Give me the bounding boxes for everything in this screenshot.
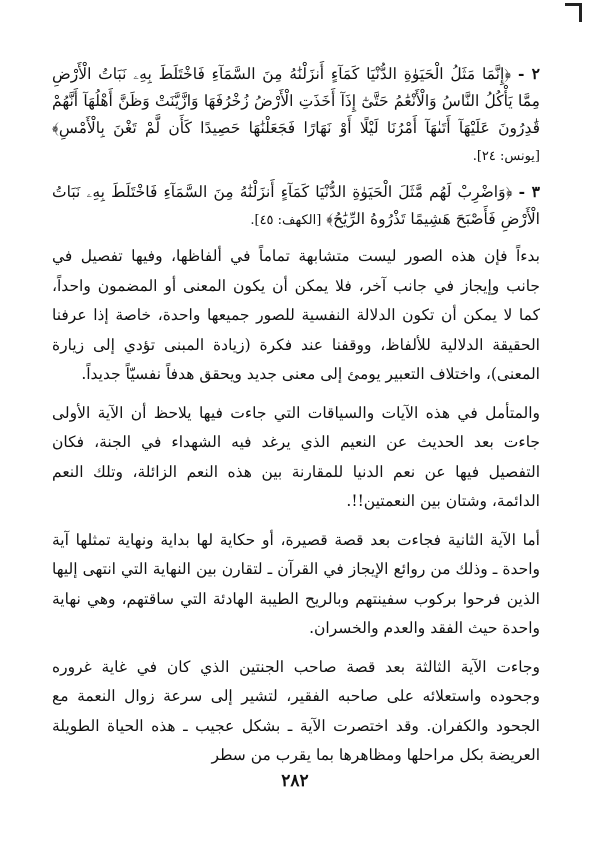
body-paragraph: أما الآية الثانية فجاءت بعد قصة قصيرة، أو حكاية لها بداية ونهاية تمثلها آية واحدة ـ وذلك من روائع الإيجاز في القرآن ـ لتقارن بين النهاية التي انتهى إليها الذين فرحوا بركوب سفينتهم وبالريح الطيبة الهادئة التي ساقتهم، وهي نهاية واحدة حيث الفقد والعدم والخسران. bbox=[52, 530, 540, 637]
verse-number: ٣ - bbox=[518, 182, 540, 201]
verse-reference: [الكهف: ٤٥]. bbox=[250, 213, 322, 228]
body-paragraph: بدءاً فإن هذه الصور ليست متشابهة تماماً في ألفاظها، وفيها تفصيل في جانب وإيجاز في جانب آخر، فلا يمكن أن يكون المعنى أو المضمون واحداً، كما لا يمكن أن تكون الدلالة النفسية للصور جميعها واحدة، خاصة إذا عرفنا الحقيقة الدلالية للألفاظ، ووقفنا عند فكرة (زيادة المبنى تؤدي إلى زيارة المعنى)، واختلاف التعبير يومئ إلى معنى جديد ويحقق هدفاً نفسيّاً جديداً. bbox=[52, 247, 540, 383]
verse-text: ﴿وَاضْرِبْ لَهُم مَّثَلَ الْحَيَوٰةِ الدُّنْيَا كَمَآءٍ أَنزَلْنَٰهُ مِنَ السَّمَآءِ فَاخْتَلَطَ بِهِۦ نَبَاتُ الْأَرْضِ فَأَصْبَحَ هَشِيمًا تَذْرُوهُ الرِّيَٰحُ﴾ bbox=[52, 183, 540, 228]
verse-text: ﴿إِنَّمَا مَثَلُ الْحَيَوٰةِ الدُّنْيَا كَمَآءٍ أَنزَلْنَٰهُ مِنَ السَّمَآءِ فَاخْتَلَطَ بِهِۦ نَبَاتُ الْأَرْضِ مِمَّا يَأْكُلُ النَّاسُ وَالْأَنْعَٰمُ حَتَّىٰٓ إِذَآ أَخَذَتِ الْأَرْضُ زُخْرُفَهَا وَازَّيَّنَتْ وَظَنَّ أَهْلُهَآ أَنَّهُمْ قَٰدِرُونَ عَلَيْهَآ أَتَىٰهَآ أَمْرُنَا لَيْلًا أَوْ نَهَارًا فَجَعَلْنَٰهَا حَصِيدًا كَأَن لَّمْ تَغْنَ بِالْأَمْسِ﴾ bbox=[52, 65, 540, 137]
verse-reference: [يونس: ٢٤]. bbox=[472, 149, 540, 164]
verse-number: ٢ - bbox=[517, 64, 540, 83]
corner-bracket-mark bbox=[565, 3, 582, 22]
body-paragraph: والمتأمل في هذه الآيات والسياقات التي جاءت فيها يلاحظ أن الآية الأولى جاءت بعد الحديث عن النعيم الذي يرغد فيه الشهداء في الجنة، فكان التفصيل فيها عن نعم الدنيا للمقارنة بين هذه النعم الزائلة، وتلك النعم الدائمة، وشتان بين النعمتين!!. bbox=[52, 403, 540, 510]
body-paragraph: وجاءت الآية الثالثة بعد قصة صاحب الجنتين الذي كان في غاية غروره وجحوده واستعلائه على صاحبه الفقير، لتشير إلى سرعة زوال النعمة مع الجحود والكفران. وقد اختصرت الآية ـ بشكل عجيب ـ هذه الحياة الطويلة العريضة بكل مراحلها ومظاهرها بما يقرب من سطر bbox=[52, 657, 540, 764]
quran-verse-3 bbox=[52, 178, 540, 234]
page-number: ٢٨٢ bbox=[281, 771, 309, 791]
quran-verse-2 bbox=[52, 60, 540, 170]
